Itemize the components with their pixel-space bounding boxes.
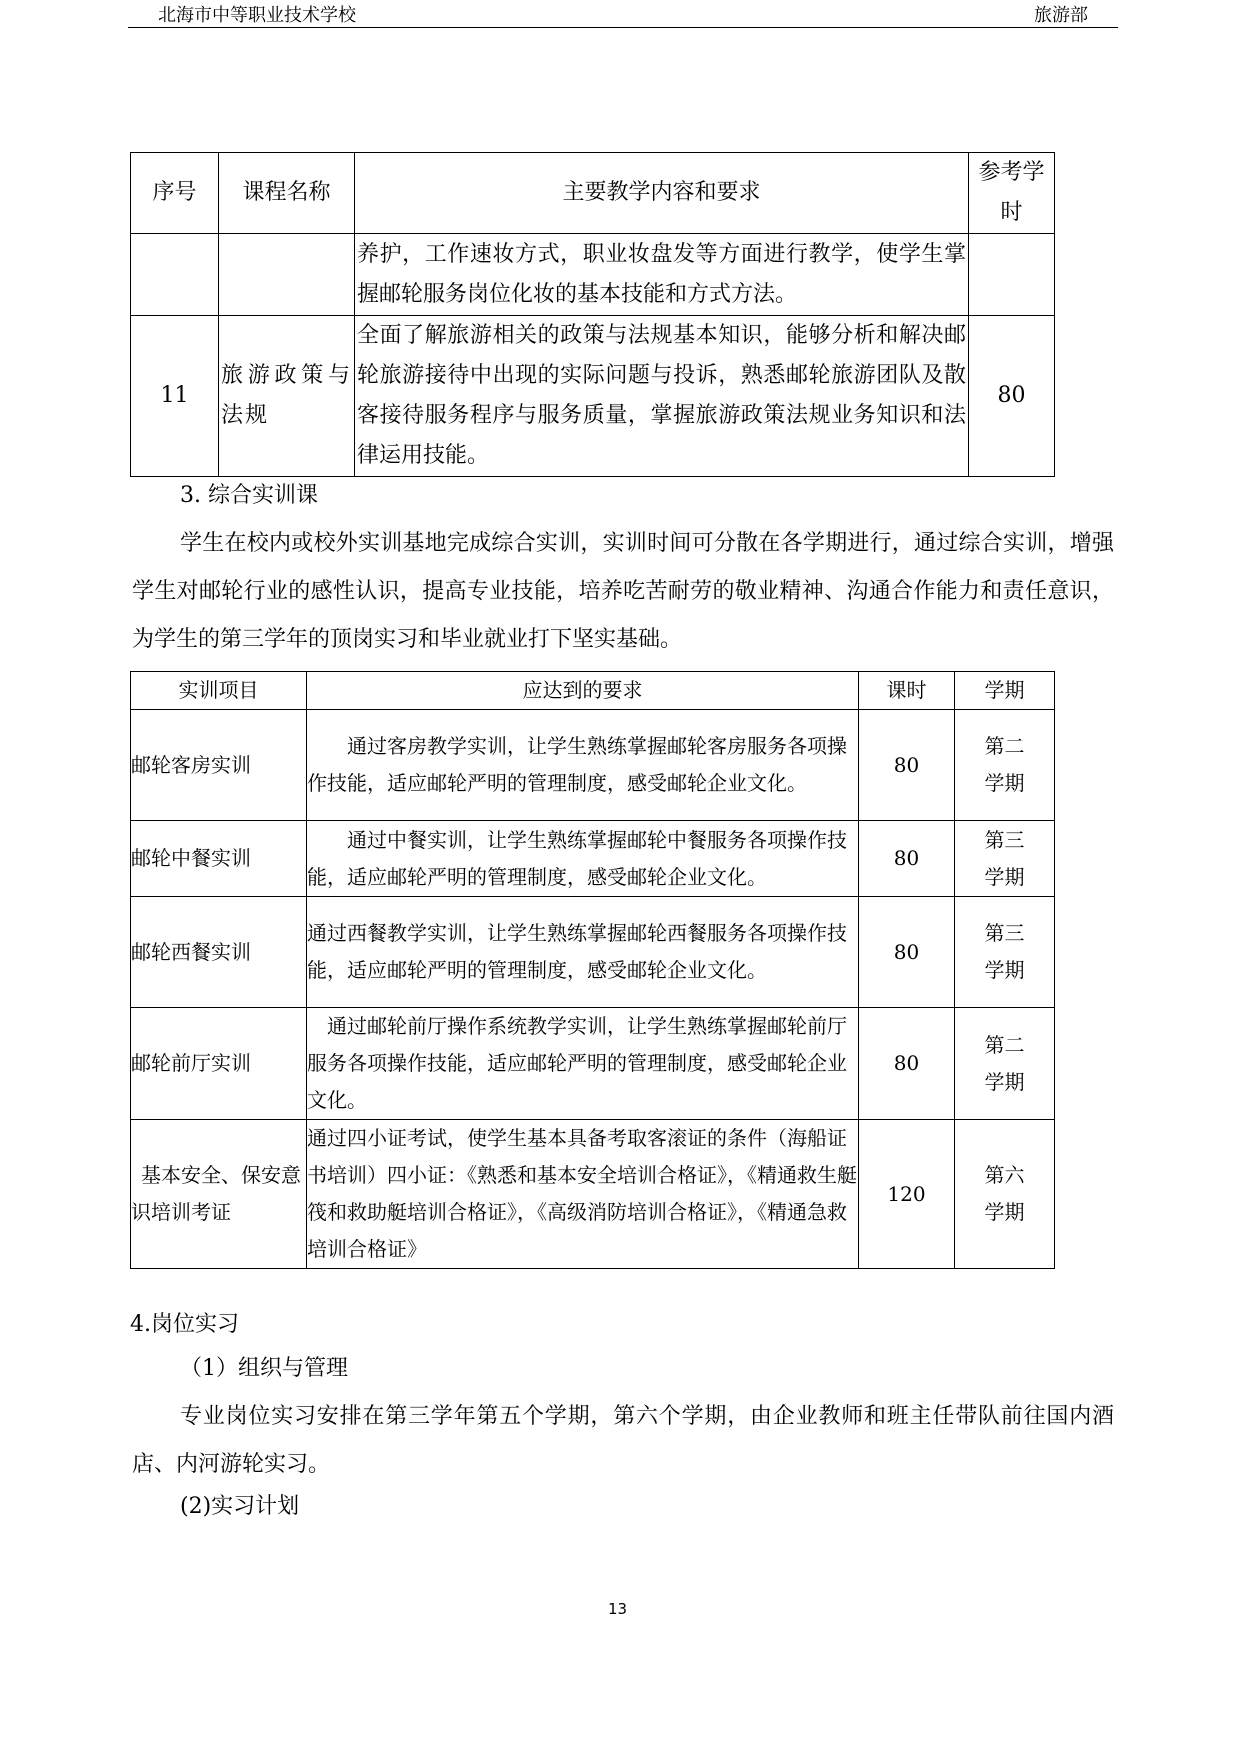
training-cell-term (955, 710, 1055, 821)
section4-heading: 4.岗位实习 (130, 1312, 239, 1337)
section4-subheading-1: （1）组织与管理 (180, 1356, 348, 1381)
training-cell-project: 邮轮中餐实训 (131, 821, 307, 897)
page-number: 13 (607, 1600, 628, 1618)
section3-paragraph-text: 学生在校内或校外实训基地完成综合实训，实训时间可分散在各学期进行，通过综合实训，增强学生对邮轮行业的感性认识，提高专业技能，培养吃苦耐劳的敬业精神、沟通合作能力和责任意识，为学生的第三学年的顶岗实习和毕业就业打下坚实基础。 (132, 531, 1114, 652)
training-table-header-row (131, 672, 1055, 710)
course-cell-index: 11 (131, 316, 219, 477)
training-term-text: 第三学期 (984, 921, 1025, 982)
training-cell-project: 邮轮客房实训 (131, 710, 307, 821)
course-cell-name (219, 234, 355, 316)
course-header-hours-text: 参考学时 (978, 160, 1045, 225)
course-cell-name: 旅游政策与法规 (219, 316, 355, 477)
table-row (131, 1008, 1055, 1120)
training-term-text: 第六学期 (984, 1163, 1025, 1224)
training-cell-hours: 80 (859, 1008, 955, 1120)
training-cell-term (955, 1120, 1055, 1269)
course-cell-content: 全面了解旅游相关的政策与法规基本知识，能够分析和解决邮轮旅游接待中出现的实际问题与投诉，熟悉邮轮旅游团队及散客接待服务程序与服务质量，掌握旅游政策法规业务知识和法律运用技能。 (355, 316, 969, 477)
section3-heading: 3. 综合实训课 (180, 483, 318, 508)
table-row (131, 316, 1055, 477)
course-table-header-row (131, 153, 1055, 234)
table-row (131, 821, 1055, 897)
table-row (131, 897, 1055, 1008)
course-header-index: 序号 (131, 153, 219, 234)
course-cell-hours (969, 234, 1055, 316)
table-row (131, 710, 1055, 821)
header-school-name: 北海市中等职业技术学校 (158, 5, 356, 26)
training-table (130, 671, 1055, 1269)
training-cell-hours: 80 (859, 710, 955, 821)
training-header-term: 学期 (955, 672, 1055, 710)
course-cell-content: 养护，工作速妆方式，职业妆盘发等方面进行教学，使学生掌握邮轮服务岗位化妆的基本技能和方式方法。 (355, 234, 969, 316)
course-header-content: 主要教学内容和要求 (355, 153, 969, 234)
training-cell-hours: 80 (859, 821, 955, 897)
course-table (130, 152, 1055, 477)
section3-paragraph (132, 520, 1114, 664)
training-cell-requirement: 通过西餐教学实训，让学生熟练掌握邮轮西餐服务各项操作技能，适应邮轮严明的管理制度，感受邮轮企业文化。 (307, 897, 859, 1008)
course-header-hours (969, 153, 1055, 234)
section4-paragraph-text: 专业岗位实习安排在第三学年第五个学期，第六个学期，由企业教师和班主任带队前往国内酒店、内河游轮实习。 (132, 1404, 1114, 1477)
course-cell-hours: 80 (969, 316, 1055, 477)
training-term-text: 第二学期 (984, 734, 1025, 795)
training-cell-requirement: 通过客房教学实训，让学生熟练掌握邮轮客房服务各项操作技能，适应邮轮严明的管理制度，感受邮轮企业文化。 (307, 710, 859, 821)
training-cell-hours: 80 (859, 897, 955, 1008)
section4-subheading-2: (2)实习计划 (180, 1494, 300, 1519)
page-header (128, 0, 1118, 28)
training-header-hours: 课时 (859, 672, 955, 710)
training-header-project: 实训项目 (131, 672, 307, 710)
header-department: 旅游部 (1034, 5, 1088, 26)
course-header-name: 课程名称 (219, 153, 355, 234)
training-header-requirement: 应达到的要求 (307, 672, 859, 710)
course-cell-index (131, 234, 219, 316)
training-cell-requirement: 通过邮轮前厅操作系统教学实训，让学生熟练掌握邮轮前厅服务各项操作技能，适应邮轮严明的管理制度，感受邮轮企业文化。 (307, 1008, 859, 1120)
training-cell-project: 邮轮前厅实训 (131, 1008, 307, 1120)
training-cell-hours: 120 (859, 1120, 955, 1269)
table-row (131, 1120, 1055, 1269)
training-cell-term (955, 1008, 1055, 1120)
table-row (131, 234, 1055, 316)
training-cell-term (955, 897, 1055, 1008)
training-term-text: 第三学期 (984, 827, 1025, 889)
training-term-text: 第二学期 (984, 1032, 1025, 1094)
training-cell-project: 基本安全、保安意识培训考证 (131, 1120, 307, 1269)
training-cell-term (955, 821, 1055, 897)
training-cell-requirement: 通过四小证考试，使学生基本具备考取客滚证的条件（海船证书培训）四小证：《熟悉和基本安全培训合格证》，《精通救生艇筏和救助艇培训合格证》，《高级消防培训合格证》，《精通急救培训合格证》 (307, 1120, 859, 1269)
section4-paragraph (132, 1393, 1114, 1489)
training-cell-requirement: 通过中餐实训，让学生熟练掌握邮轮中餐服务各项操作技能，适应邮轮严明的管理制度，感受邮轮企业文化。 (307, 821, 859, 897)
training-cell-project: 邮轮西餐实训 (131, 897, 307, 1008)
